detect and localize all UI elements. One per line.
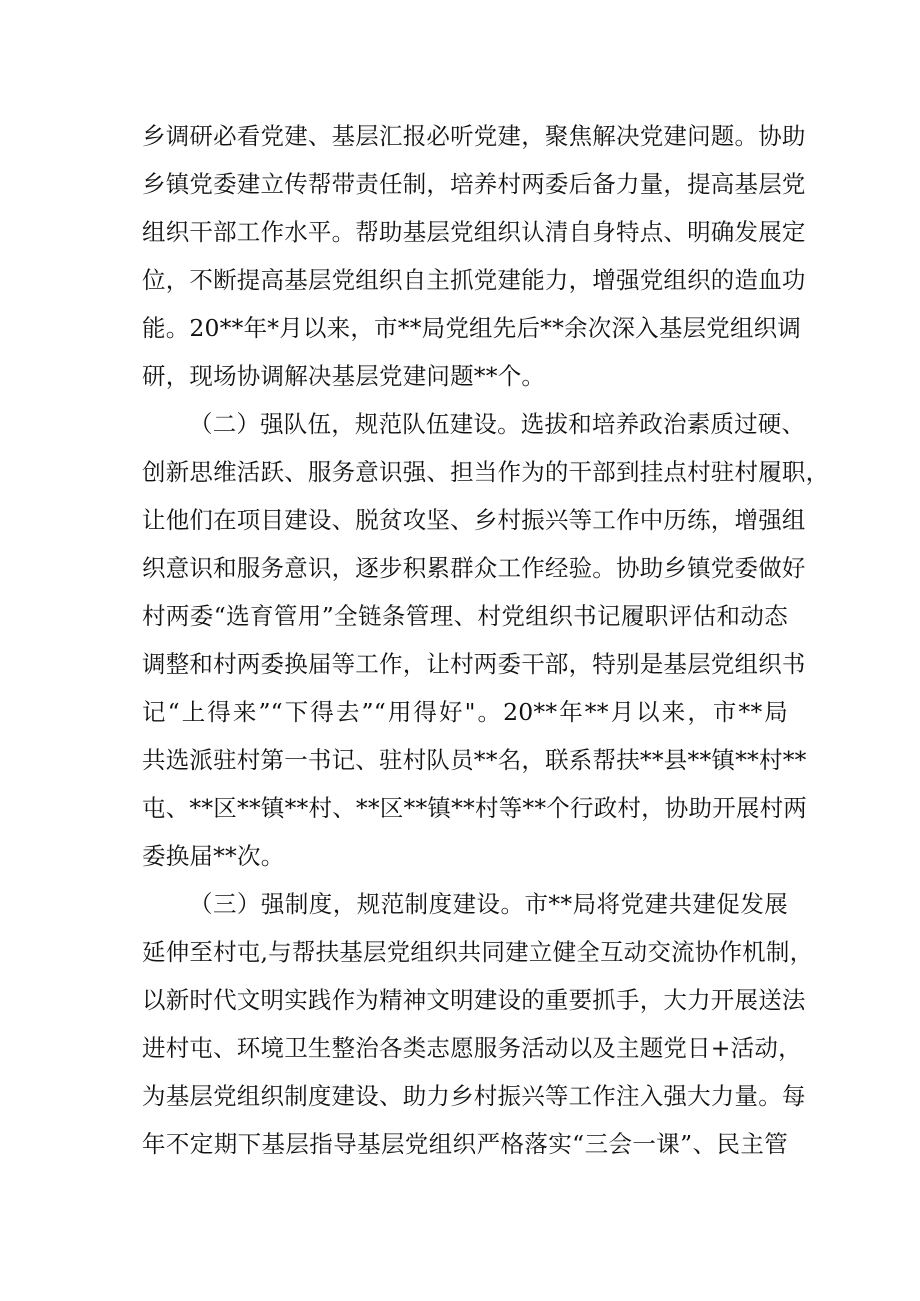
text-line: 委换届**次。 (142, 842, 285, 870)
paragraph-p3 (142, 880, 814, 1168)
paragraph-heading-line: （三）强制度，规范制度建设。市**局将党建共建促发展 (189, 890, 788, 918)
paragraph-p1 (142, 112, 806, 400)
text-line: 组织干部工作水平。帮助基层党组织认清自身特点、明确发展定 (142, 218, 806, 246)
text-line: 乡镇党委建立传帮带责任制，培养村两委后备力量，提高基层党 (142, 170, 806, 198)
text-line: 屯、**区**镇**村、**区**镇**村等**个行政村，协助开展村两 (142, 794, 807, 822)
text-line: 为基层党组织制度建设、助力乡村振兴等工作注入强大力量。每 (142, 1082, 806, 1110)
text-line: 调整和村两委换届等工作，让村两委干部，特别是基层党组织书 (142, 650, 806, 678)
text-line: 研，现场协调解决基层党建问题**个。 (142, 362, 546, 390)
text-line: 以新时代文明实践作为精神文明建设的重要抓手，大力开展送法 (142, 986, 806, 1014)
text-line: 位，不断提高基层党组织自主抓党建能力，增强党组织的造血功 (142, 266, 806, 294)
paragraph-heading-line: （二）强队伍，规范队伍建设。选拔和培养政治素质过硬、 (189, 410, 806, 438)
text-line: 乡调研必看党建、基层汇报必听党建，聚焦解决党建问题。协助 (142, 122, 806, 150)
text-line: 年不定期下基层指导基层党组织严格落实“三会一课”、民主管 (142, 1130, 788, 1158)
text-line: 共选派驻村第一书记、驻村队员**名，联系帮扶**县**镇**村** (142, 746, 807, 774)
text-line: 创新思维活跃、服务意识强、担当作为的干部到挂点村驻村履职， (142, 458, 830, 486)
text-line: 记“上得来”“下得去”“用得好"。20**年**月以来，市**局 (142, 698, 788, 726)
text-line: 进村屯、环境卫生整治各类志愿服务活动以及主题党日+活动， (142, 1034, 802, 1062)
text-line: 织意识和服务意识，逐步积累群众工作经验。协助乡镇党委做好 (142, 554, 806, 582)
body-text (142, 112, 830, 1168)
text-line: 能。20**年*月以来，市**局党组先后**余次深入基层党组织调 (142, 314, 802, 342)
paragraph-p2 (142, 400, 830, 880)
text-line: 让他们在项目建设、脱贫攻坚、乡村振兴等工作中历练，增强组 (142, 506, 806, 534)
text-line: 村两委“选育管用”全链条管理、村党组织书记履职评估和动态 (142, 602, 788, 630)
text-line: 延伸至村屯,与帮扶基层党组织共同建立健全互动交流协作机制， (142, 938, 814, 966)
